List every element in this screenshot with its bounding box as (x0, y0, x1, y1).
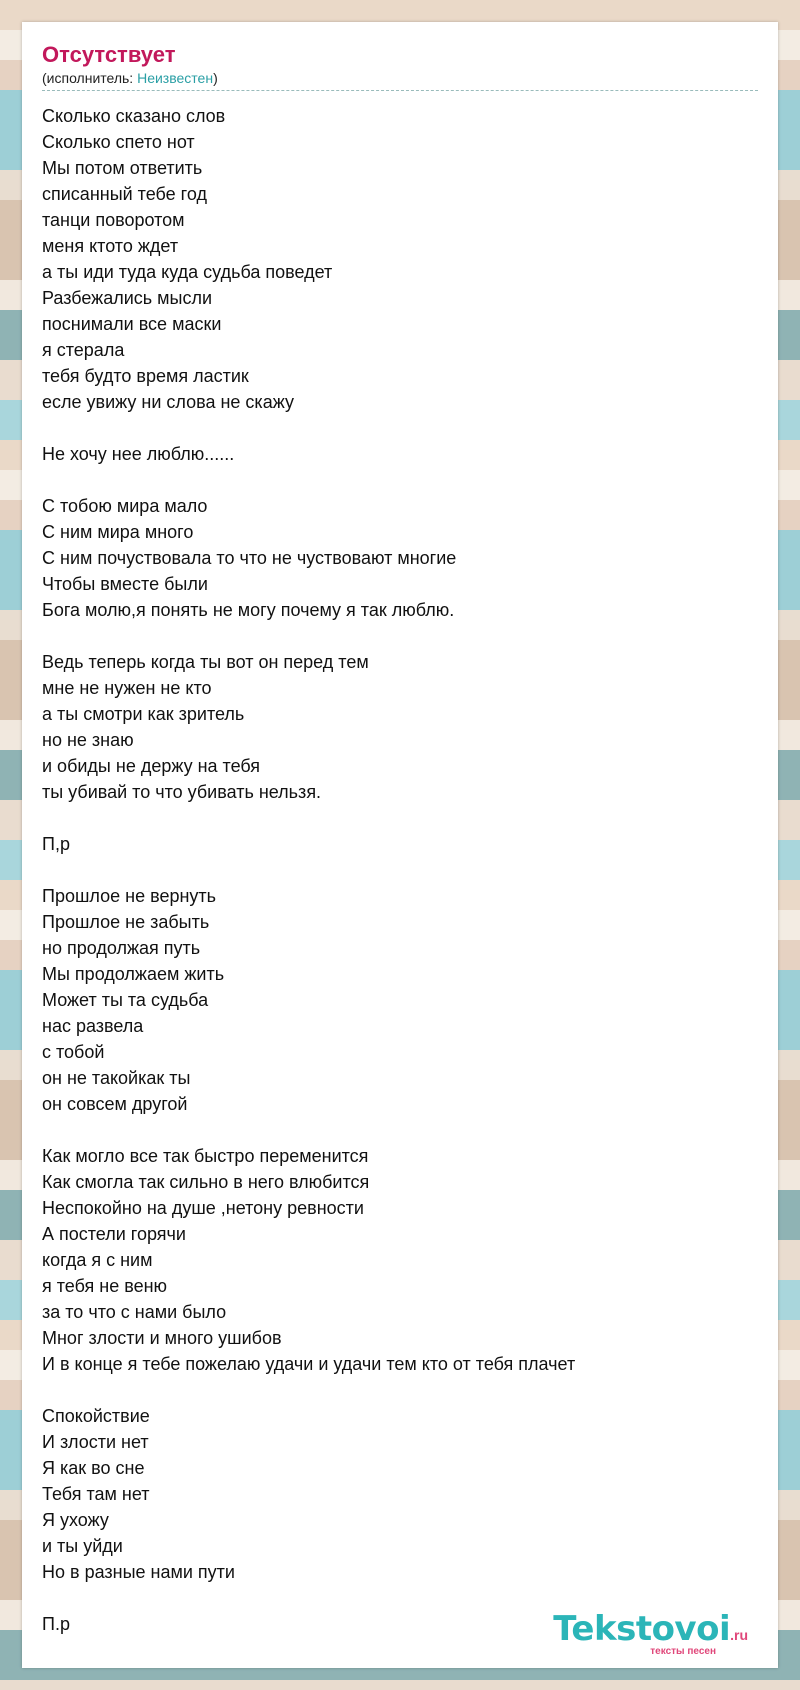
lyric-line (42, 623, 758, 649)
lyric-line: списанный тебе год (42, 184, 207, 204)
lyric-line: Как смогла так сильно в него влюбится (42, 1172, 370, 1192)
lyric-line: он не такойкак ты (42, 1068, 191, 1088)
lyric-line: Ведь теперь когда ты вот он перед тем (42, 652, 369, 672)
lyric-line: С ним почуствовала то что не чуствовают многие (42, 548, 457, 568)
lyric-line: Чтобы вместе были (42, 574, 208, 594)
logo-wordmark: Tekstovoi (553, 1609, 731, 1649)
lyric-line: Бога молю,я понять не могу почему я так люблю. (42, 600, 455, 620)
lyric-line: и ты уйди (42, 1536, 123, 1556)
artist-suffix: ) (213, 70, 218, 86)
site-logo[interactable] (553, 1609, 748, 1657)
lyrics-card (22, 22, 778, 1668)
artist-prefix: (исполнитель: (42, 70, 138, 86)
lyric-line: П.р (42, 1614, 70, 1634)
lyric-line: И злости нет (42, 1432, 149, 1452)
lyric-line: мне не нужен не кто (42, 678, 212, 698)
lyrics-body (42, 103, 758, 1637)
lyric-line: И в конце я тебе пожелаю удачи и удачи тем кто от тебя плачет (42, 1354, 576, 1374)
lyric-line: но не знаю (42, 730, 134, 750)
lyric-line: Спокойствие (42, 1406, 150, 1426)
lyric-line: Я ухожу (42, 1510, 109, 1530)
lyric-line (42, 467, 758, 493)
lyric-line: тебя будто время ластик (42, 366, 249, 386)
lyric-line: Неспокойно на душе ,нетону ревности (42, 1198, 364, 1218)
lyric-line: Мы продолжаем жить (42, 964, 225, 984)
lyric-line: Может ты та судьба (42, 990, 209, 1010)
lyric-line: Прошлое не забыть (42, 912, 210, 932)
lyric-line: Не хочу нее люблю...... (42, 444, 235, 464)
lyric-line (42, 415, 758, 441)
lyric-line: Мног злости и много ушибов (42, 1328, 282, 1348)
lyric-line: есле увижу ни слова не скажу (42, 392, 294, 412)
lyric-line (42, 857, 758, 883)
lyric-line: Как могло все так быстро переменится (42, 1146, 369, 1166)
lyric-line: Разбежались мысли (42, 288, 213, 308)
lyric-line: я стерала (42, 340, 125, 360)
lyric-line: Прошлое не вернуть (42, 886, 217, 906)
lyric-line: меня ктото ждет (42, 236, 179, 256)
lyric-line: нас развела (42, 1016, 144, 1036)
artist-link[interactable]: Неизвестен (137, 70, 214, 86)
lyric-line: он совсем другой (42, 1094, 188, 1114)
lyric-line: и обиды не держу на тебя (42, 756, 261, 776)
artist-line (42, 69, 758, 91)
lyric-line: Сколько спето нот (42, 132, 195, 152)
lyric-line: с тобой (42, 1042, 105, 1062)
lyric-line: А постели горячи (42, 1224, 186, 1244)
lyric-line: но продолжая путь (42, 938, 201, 958)
lyric-line: Я как во сне (42, 1458, 145, 1478)
lyric-line: за то что с нами было (42, 1302, 227, 1322)
lyric-line: П,р (42, 834, 70, 854)
lyric-line: С ним мира много (42, 522, 194, 542)
lyric-line: Мы потом ответить (42, 158, 203, 178)
lyric-line: Тебя там нет (42, 1484, 150, 1504)
lyric-line: а ты иди туда куда судьба поведет (42, 262, 333, 282)
logo-domain: .ru (730, 1627, 748, 1643)
lyric-line: когда я с ним (42, 1250, 153, 1270)
lyric-line: С тобою мира мало (42, 496, 208, 516)
lyric-line (42, 1585, 758, 1611)
song-title: Отсутствует (42, 42, 176, 67)
lyric-line: Сколько сказано слов (42, 106, 226, 126)
lyric-line: поснимали все маски (42, 314, 222, 334)
lyric-line: Но в разные нами пути (42, 1562, 235, 1582)
logo-tagline: тексты песен (650, 1646, 716, 1657)
lyric-line (42, 805, 758, 831)
lyric-line: я тебя не веню (42, 1276, 168, 1296)
lyric-line: а ты смотри как зритель (42, 704, 245, 724)
lyric-line: танци поворотом (42, 210, 185, 230)
lyric-line (42, 1377, 758, 1403)
lyric-line (42, 1117, 758, 1143)
lyric-line: ты убивай то что убивать нельзя. (42, 782, 322, 802)
